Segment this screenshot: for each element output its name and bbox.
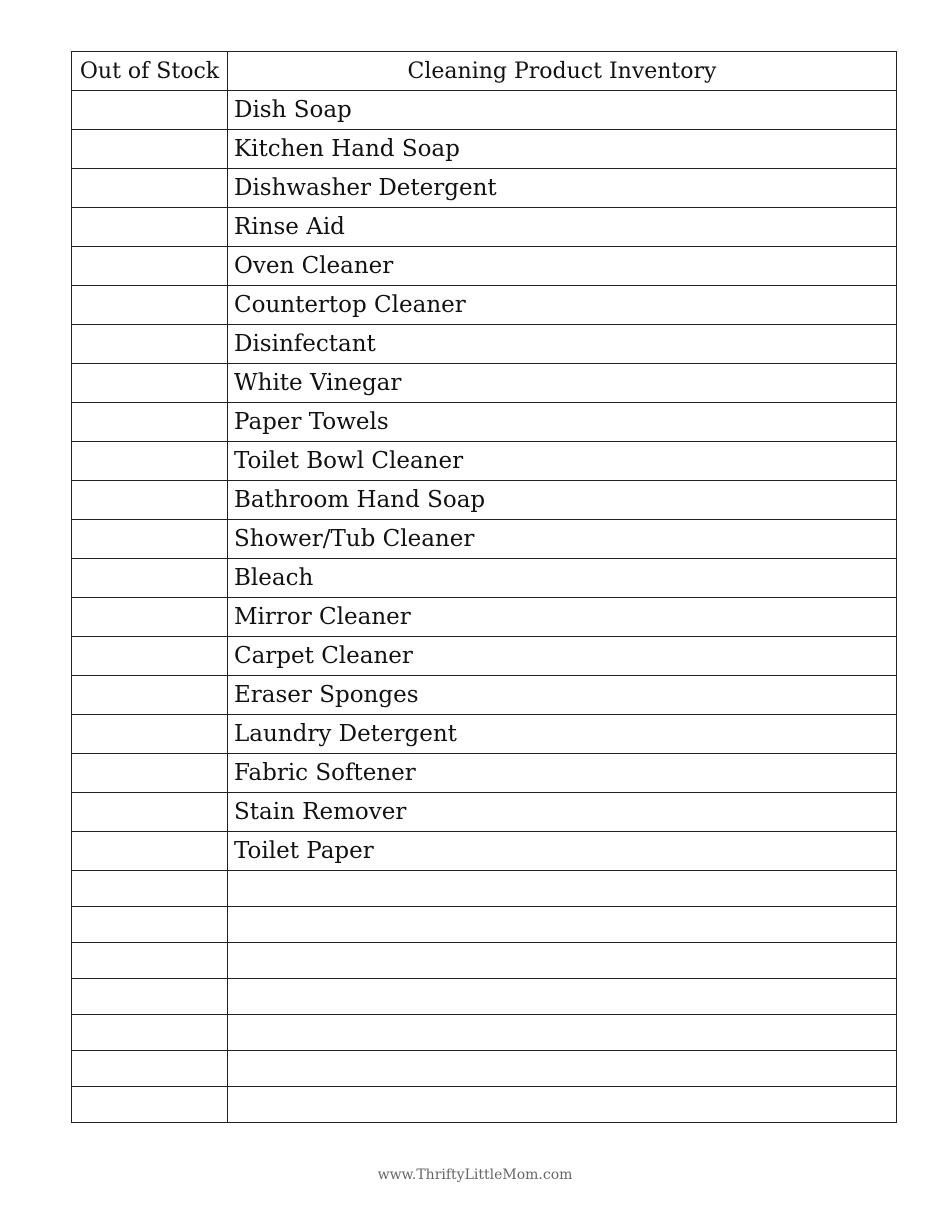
product-name-cell: Eraser Sponges — [228, 676, 897, 715]
out-of-stock-cell[interactable] — [72, 481, 228, 520]
table-row — [72, 442, 897, 481]
out-of-stock-cell[interactable] — [72, 715, 228, 754]
out-of-stock-cell[interactable] — [72, 1087, 228, 1123]
table-row — [72, 91, 897, 130]
out-of-stock-cell[interactable] — [72, 247, 228, 286]
product-name-cell: Laundry Detergent — [228, 715, 897, 754]
out-of-stock-cell[interactable] — [72, 1015, 228, 1051]
out-of-stock-cell[interactable] — [72, 979, 228, 1015]
out-of-stock-cell[interactable] — [72, 130, 228, 169]
product-name-cell: Carpet Cleaner — [228, 637, 897, 676]
out-of-stock-cell[interactable] — [72, 559, 228, 598]
product-name-cell: Dish Soap — [228, 91, 897, 130]
product-name-cell: Fabric Softener — [228, 754, 897, 793]
inventory-table — [71, 51, 897, 1123]
blank-row — [72, 943, 897, 979]
table-row — [72, 715, 897, 754]
blank-row — [72, 1051, 897, 1087]
product-header: Cleaning Product Inventory — [228, 52, 897, 91]
out-of-stock-cell[interactable] — [72, 286, 228, 325]
product-name-cell: Oven Cleaner — [228, 247, 897, 286]
table-row — [72, 364, 897, 403]
table-row — [72, 754, 897, 793]
blank-row — [72, 1015, 897, 1051]
product-name-cell: Toilet Bowl Cleaner — [228, 442, 897, 481]
table-row — [72, 520, 897, 559]
table-row — [72, 208, 897, 247]
out-of-stock-cell[interactable] — [72, 598, 228, 637]
blank-product-cell[interactable] — [228, 979, 897, 1015]
table-row — [72, 637, 897, 676]
out-of-stock-cell[interactable] — [72, 907, 228, 943]
table-row — [72, 286, 897, 325]
blank-row — [72, 871, 897, 907]
out-of-stock-cell[interactable] — [72, 325, 228, 364]
blank-row — [72, 907, 897, 943]
out-of-stock-cell[interactable] — [72, 754, 228, 793]
product-name-cell: Shower/Tub Cleaner — [228, 520, 897, 559]
website-footer: www.ThriftyLittleMom.com — [377, 1167, 573, 1183]
table-row — [72, 676, 897, 715]
product-name-cell: Disinfectant — [228, 325, 897, 364]
table-row — [72, 325, 897, 364]
out-of-stock-header: Out of Stock — [72, 52, 228, 91]
table-row — [72, 481, 897, 520]
out-of-stock-cell[interactable] — [72, 832, 228, 871]
blank-product-cell[interactable] — [228, 1087, 897, 1123]
product-name-cell: Bleach — [228, 559, 897, 598]
out-of-stock-cell[interactable] — [72, 943, 228, 979]
product-name-cell: Bathroom Hand Soap — [228, 481, 897, 520]
out-of-stock-cell[interactable] — [72, 208, 228, 247]
product-name-cell: Stain Remover — [228, 793, 897, 832]
blank-row — [72, 1087, 897, 1123]
table-row — [72, 130, 897, 169]
table-row — [72, 247, 897, 286]
blank-product-cell[interactable] — [228, 1051, 897, 1087]
product-name-cell: Rinse Aid — [228, 208, 897, 247]
blank-product-cell[interactable] — [228, 907, 897, 943]
out-of-stock-cell[interactable] — [72, 442, 228, 481]
product-name-cell: Countertop Cleaner — [228, 286, 897, 325]
blank-product-cell[interactable] — [228, 871, 897, 907]
table-row — [72, 169, 897, 208]
out-of-stock-cell[interactable] — [72, 364, 228, 403]
product-name-cell: Kitchen Hand Soap — [228, 130, 897, 169]
table-row — [72, 598, 897, 637]
product-name-cell: Toilet Paper — [228, 832, 897, 871]
product-name-cell: Paper Towels — [228, 403, 897, 442]
out-of-stock-cell[interactable] — [72, 91, 228, 130]
out-of-stock-cell[interactable] — [72, 520, 228, 559]
product-name-cell: Mirror Cleaner — [228, 598, 897, 637]
table-row — [72, 403, 897, 442]
blank-product-cell[interactable] — [228, 943, 897, 979]
product-name-cell: Dishwasher Detergent — [228, 169, 897, 208]
table-row — [72, 793, 897, 832]
blank-row — [72, 979, 897, 1015]
out-of-stock-cell[interactable] — [72, 1051, 228, 1087]
out-of-stock-cell[interactable] — [72, 637, 228, 676]
product-name-cell: White Vinegar — [228, 364, 897, 403]
blank-product-cell[interactable] — [228, 1015, 897, 1051]
table-row — [72, 559, 897, 598]
out-of-stock-cell[interactable] — [72, 169, 228, 208]
out-of-stock-cell[interactable] — [72, 793, 228, 832]
table-row — [72, 832, 897, 871]
inventory-body — [72, 91, 897, 1123]
header-row — [72, 52, 897, 91]
out-of-stock-cell[interactable] — [72, 676, 228, 715]
out-of-stock-cell[interactable] — [72, 871, 228, 907]
out-of-stock-cell[interactable] — [72, 403, 228, 442]
